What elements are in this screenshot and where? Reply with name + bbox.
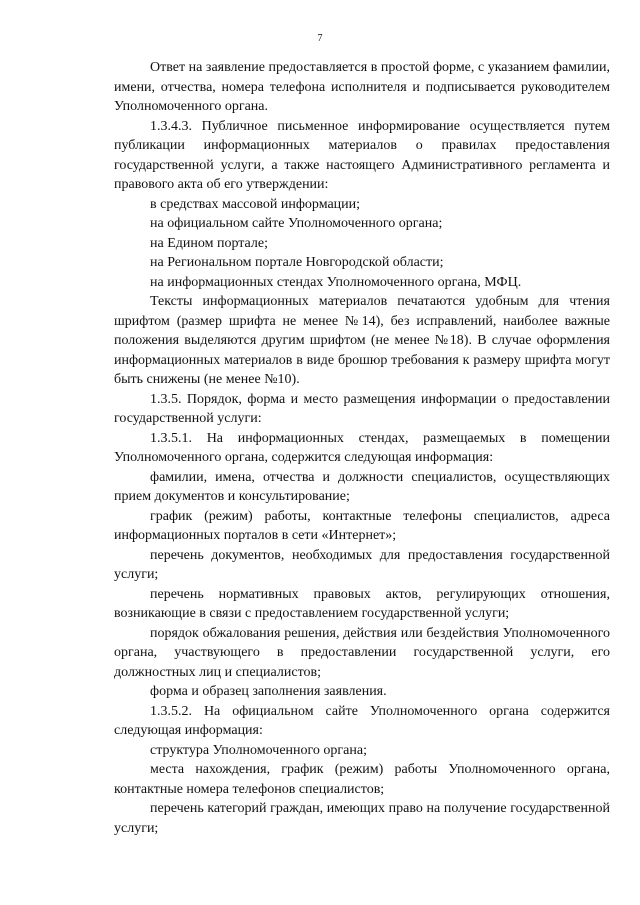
- list-item-normative-acts: перечень нормативных правовых актов, регулирующих отношения, возникающие в связи с предоставлением государственной услуги;: [114, 586, 610, 621]
- list-item-schedule-phones: график (режим) работы, контактные телефоны специалистов, адреса информационных порталов в сети «Интернет»;: [114, 508, 610, 543]
- list-item-regional-portal: на Региональном портале Новгородской области;: [150, 255, 444, 270]
- list-item-appeal-procedure: порядок обжалования решения, действия или бездействия Уполномоченного органа, участвующего в предоставлении государственной услуги, его должностных лиц и специалистов;: [114, 625, 610, 680]
- paragraph-public-written-informing: 1.3.4.3. Публичное письменное информирование осуществляется путем публикации информационных материалов о правилах предоставления государственной услуги, а также настоящего Административного регламента и правового акта об его утверждении:: [114, 118, 610, 192]
- list-item-structure: структура Уполномоченного органа;: [150, 742, 367, 758]
- list-item-unified-portal: на Едином портале;: [150, 235, 268, 251]
- list-item-citizen-categories: перечень категорий граждан, имеющих право на получение государственной услуги;: [114, 801, 610, 836]
- paragraph-response-form: Ответ на заявление предоставляется в простой форме, с указанием фамилии, имени, отчества, номера телефона исполнителя и подписывается руководителем Уполномоченного органа.: [114, 60, 610, 114]
- list-item-location-schedule: места нахождения, график (режим) работы Уполномоченного органа, контактные номера телефонов специалистов;: [114, 762, 610, 797]
- paragraph-section-1-3-5: 1.3.5. Порядок, форма и место размещения информации о предоставлении государственной услуги:: [114, 391, 610, 426]
- list-item-specialists: фамилии, имена, отчества и должности специалистов, осуществляющих прием документов и консультирование;: [114, 469, 610, 504]
- list-item-official-site: на официальном сайте Уполномоченного органа;: [150, 216, 443, 231]
- paragraph-section-1-3-5-2: 1.3.5.2. На официальном сайте Уполномоченного органа содержится следующая информация:: [114, 703, 610, 738]
- list-item-mass-media: в средствах массовой информации;: [150, 196, 361, 212]
- paragraph-section-1-3-5-1: 1.3.5.1. На информационных стендах, размещаемых в помещении Уполномоченного органа, содержится следующая информация:: [114, 430, 610, 465]
- list-item-application-form: форма и образец заполнения заявления.: [150, 684, 387, 699]
- list-item-documents-list: перечень документов, необходимых для предоставления государственной услуги;: [114, 547, 610, 582]
- body-text: [114, 58, 610, 838]
- list-item-info-stands: на информационных стендах Уполномоченного органа, МФЦ.: [150, 274, 522, 290]
- page-number: 7: [317, 33, 323, 44]
- paragraph-font-requirements: Тексты информационных материалов печатаются удобным для чтения шрифтом (размер шрифта не менее №14), без исправлений, наиболее важные положения выделяются другим шрифтом (не менее №18). В случае оформления информационных материалов в виде брошюр требования к размеру шрифта могут быть снижены (не менее №10).: [114, 294, 610, 387]
